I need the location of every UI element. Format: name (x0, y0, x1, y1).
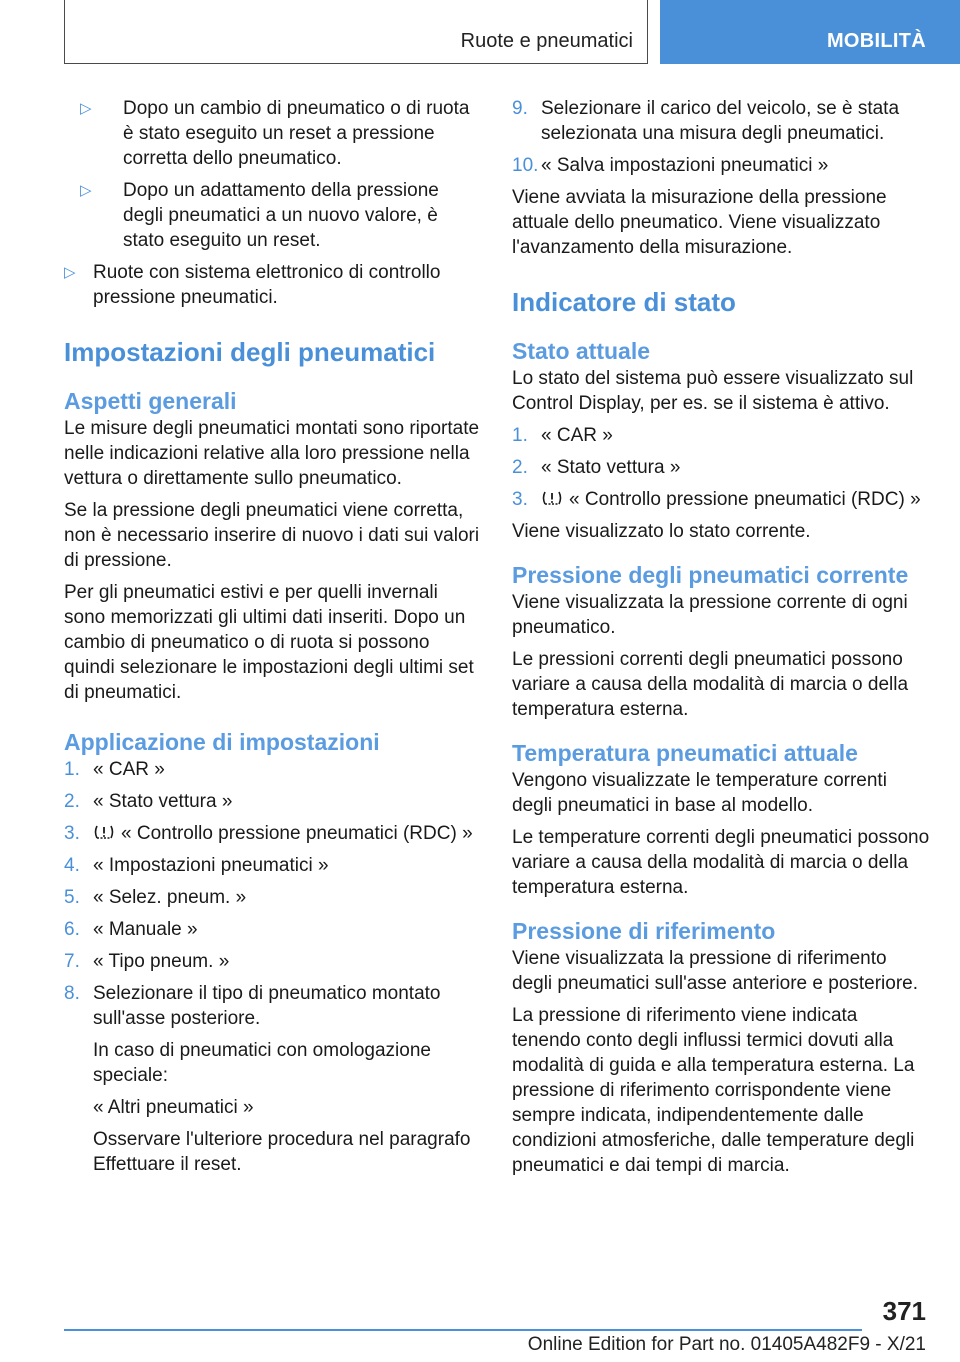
footer-edition: Online Edition for Part no. 01405A482F9 - X/21 (527, 1334, 926, 1355)
step-text: « Manuale » (93, 919, 198, 940)
step-number: 8. (64, 983, 80, 1004)
step-text: « Salva impostazioni pneumatici » (541, 155, 829, 176)
heading-current-temperature: Temperatura pneumatici attuale (512, 740, 858, 766)
list-item (64, 96, 480, 171)
step-number: 2. (512, 457, 528, 478)
step-item (64, 757, 480, 782)
step-text: « Stato vettura » (541, 457, 681, 478)
step-item (512, 153, 930, 178)
triangle-right-icon: ▷ (80, 182, 92, 199)
tire-pressure-warning-icon (93, 824, 115, 840)
step-item (64, 789, 480, 814)
step-item (64, 949, 480, 974)
heading-current-status: Stato attuale (512, 338, 651, 364)
step-text: « Impostazioni pneumatici » (93, 855, 329, 876)
step-number: 1. (64, 759, 80, 780)
paragraph: Se la pressione degli pneumatici viene corretta, non è necessario inserire di nuovo i dati sui valori di pressione. (64, 500, 480, 571)
heading-general: Aspetti generali (64, 388, 237, 414)
header-section-box (64, 0, 648, 64)
step-text: Selezionare il tipo di pneumatico montato sull'asse posteriore. (93, 983, 441, 1029)
header-section-title: Ruote e pneumatici (460, 30, 633, 52)
step-text: Selezionare il carico del veicolo, se è stata selezionata una misura degli pneumatici. (541, 98, 900, 144)
step-number: 3. (64, 823, 80, 844)
step-item (512, 96, 930, 146)
step-text: « Tipo pneum. » (93, 951, 230, 972)
step-text: « Controllo pressione pneumatici (RDC) » (121, 823, 473, 844)
step-subtext: In caso di pneumatici con omologazione speciale: (93, 1040, 431, 1086)
step-item (64, 885, 480, 910)
paragraph: Viene visualizzata la pressione corrente di ogni pneumatico. (512, 592, 908, 638)
footer-divider (64, 1329, 862, 1331)
paragraph: Lo stato del sistema può essere visualizzato sul Control Display, per es. se il sistema è attivo. (512, 368, 914, 414)
heading-status-indicator: Indicatore di stato (512, 287, 736, 317)
paragraph: Le misure degli pneumatici montati sono riportate nelle indicazioni relative alla loro pressione nella vettura o direttamente sullo pneumatico. (64, 418, 480, 489)
step-number: 1. (512, 425, 528, 446)
bullet-text: Dopo un adattamento della pressione degli pneumatici a un nuovo valore, è stato eseguito un reset. (123, 180, 439, 251)
step-item (64, 853, 480, 878)
step-item (64, 821, 480, 846)
paragraph: Viene visualizzata la pressione di riferimento degli pneumatici sull'asse anteriore e posteriore. (512, 948, 919, 994)
paragraph: La pressione di riferimento viene indicata tenendo conto degli influssi termici dovuti alla modalità di guida e alla temperatura esterna. La pressione di riferimento corrispondente viene sempre indicata, indipendentemente dalle condizioni atmosferiche, dalle temperature degli pneumatici e dai tempi di marcia. (512, 1005, 915, 1176)
right-column (512, 96, 930, 1185)
header-chapter-title: MOBILITÀ (826, 30, 926, 52)
left-column (64, 96, 480, 1184)
step-number: 10. (512, 155, 539, 176)
paragraph: Viene avviata la misurazione della pressione attuale dello pneumatico. Viene visualizzato l'avanzamento della misurazione. (512, 187, 887, 258)
paragraph: Le temperature correnti degli pneumatici possono variare a causa della modalità di marcia o della temperatura esterna. (512, 827, 930, 898)
tire-pressure-warning-icon (541, 490, 563, 506)
step-item (512, 455, 930, 480)
step-text: « Stato vettura » (93, 791, 233, 812)
step-number: 6. (64, 919, 80, 940)
step-text: « Controllo pressione pneumatici (RDC) » (569, 489, 921, 510)
step-item (64, 917, 480, 942)
heading-apply-settings: Applicazione di impostazioni (64, 729, 380, 755)
list-item (64, 178, 480, 253)
step-number: 2. (64, 791, 80, 812)
paragraph: Le pressioni correnti degli pneumatici possono variare a causa della modalità di marcia o della temperatura esterna. (512, 649, 909, 720)
step-subtext: « Altri pneumatici » (93, 1097, 254, 1118)
step-number: 5. (64, 887, 80, 908)
bullet-text: Dopo un cambio di pneumatico o di ruota è stato eseguito un reset a pressione corretta dello pneumatico. (123, 98, 470, 169)
step-item (512, 423, 930, 448)
step-text: « Selez. pneum. » (93, 887, 247, 908)
step-number: 4. (64, 855, 80, 876)
heading-current-pressure: Pressione degli pneumatici corrente (512, 562, 909, 588)
list-item (64, 260, 480, 310)
bullet-text: Ruote con sistema elettronico di controllo pressione pneumatici. (93, 262, 441, 308)
paragraph: Vengono visualizzate le temperature correnti degli pneumatici in base al modello. (512, 770, 887, 816)
step-item (64, 981, 480, 1031)
step-text: « CAR » (93, 759, 165, 780)
header-chapter-tab (660, 0, 960, 64)
step-number: 3. (512, 489, 528, 510)
paragraph: Per gli pneumatici estivi e per quelli invernali sono memorizzati gli ultimi dati inseriti. Dopo un cambio di pneumatico o di ruota si possono quindi selezionare le impostazioni degli ultimi set di pneumatici. (64, 582, 474, 703)
step-number: 7. (64, 951, 80, 972)
step-number: 9. (512, 98, 528, 119)
step-subtext: Osservare l'ulteriore procedura nel paragrafo Effettuare il reset. (93, 1129, 471, 1175)
step-item (512, 487, 930, 512)
paragraph: Viene visualizzato lo stato corrente. (512, 521, 811, 542)
triangle-right-icon: ▷ (64, 264, 76, 281)
triangle-right-icon: ▷ (80, 100, 92, 117)
heading-tire-settings: Impostazioni degli pneumatici (64, 337, 436, 367)
step-text: « CAR » (541, 425, 613, 446)
page-number: 371 (882, 1296, 926, 1326)
heading-reference-pressure: Pressione di riferimento (512, 918, 776, 944)
